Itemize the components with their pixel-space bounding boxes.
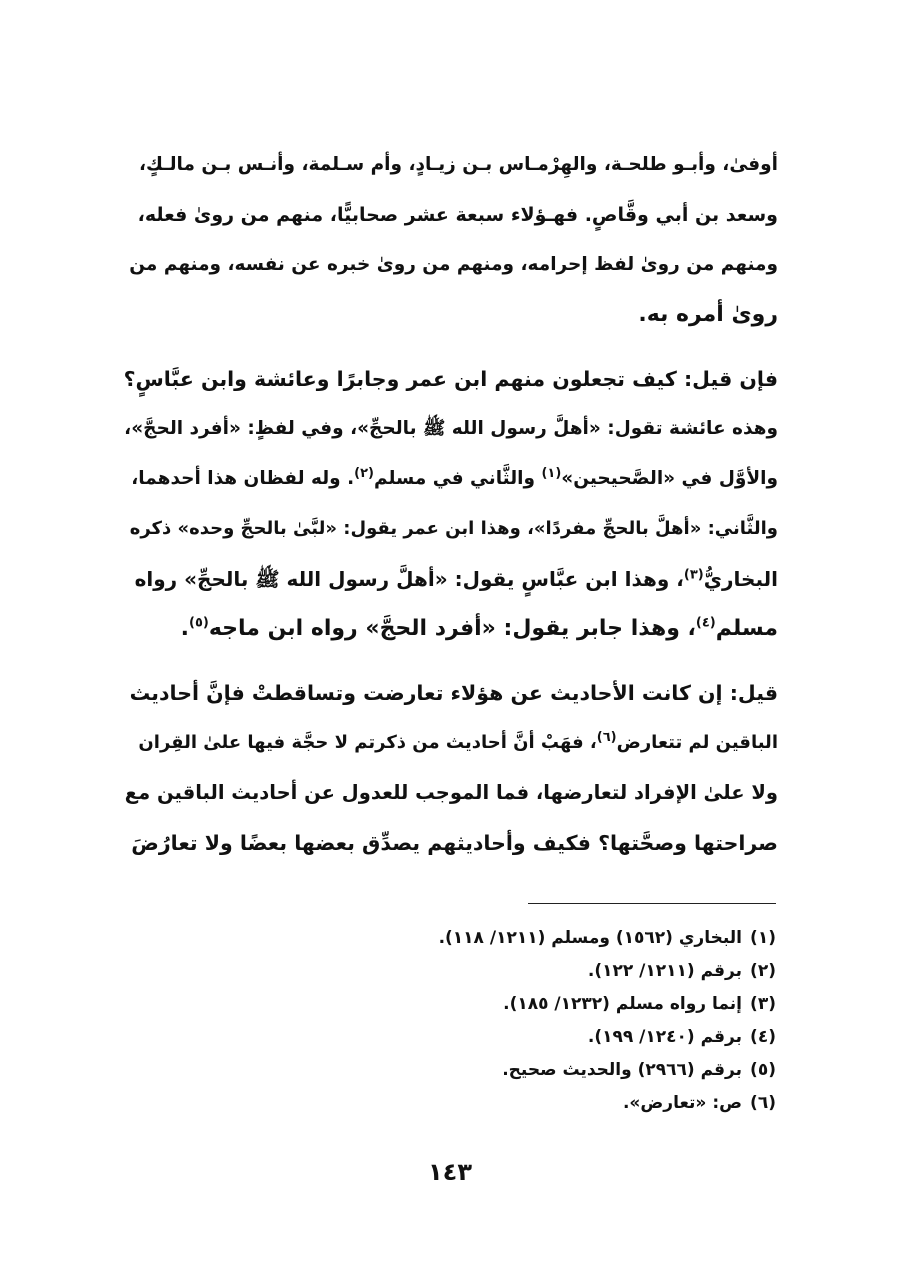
text-line xyxy=(124,290,778,340)
footnote-item xyxy=(124,922,776,955)
text-run: مسلم xyxy=(715,616,778,641)
footnote-reference: (٣) xyxy=(683,567,704,583)
paragraph xyxy=(124,354,778,654)
text-run: أوفىٰ، وأبـو طلحـة، والهِرْمـاس بـن زيـادٍ، وأم سـلمة، وأنـس بـن مالـكٍ، xyxy=(139,154,778,175)
text-line xyxy=(124,554,778,604)
footnote-reference: (٤) xyxy=(695,615,716,631)
text-run: والثَّاني في مسلم xyxy=(373,468,542,489)
footnote-number: (٤) xyxy=(750,1027,776,1047)
footnote-text: برقم (٢٩٦٦) والحديث صحيح. xyxy=(502,1060,742,1080)
footnote-number: (٦) xyxy=(750,1093,776,1113)
text-line xyxy=(124,140,778,190)
text-run: ، وهذا ابن عبَّاسٍ يقول: «أهلَّ رسول الله ﷺ بالحجِّ» رواه xyxy=(134,567,684,591)
text-line xyxy=(124,354,778,404)
text-run: صراحتها وصحَّتها؟ فكيف وأحاديثهم يصدِّق بعضها بعضًا ولا تعارُضَ xyxy=(131,831,778,855)
footnote-text: إنما رواه مسلم (١٢٣٢/ ١٨٥). xyxy=(503,994,742,1014)
text-run: . وله لفظان هذا أحدهما، xyxy=(131,468,355,489)
text-run: وسعد بن أبي وقَّاصٍ. فهـؤلاء سبعة عشر صحابيًّا، منهم من روىٰ فعله، xyxy=(137,204,778,226)
text-run: ومنهم من روىٰ لفظ إحرامه، ومنهم من روىٰ خبره عن نفسه، ومنهم من xyxy=(129,254,778,275)
text-line xyxy=(124,668,778,718)
footnote-item xyxy=(124,1054,776,1087)
paragraph xyxy=(124,140,778,340)
footnote-text: البخاري (١٥٦٢) ومسلم (١٢١١/ ١١٨). xyxy=(438,928,742,948)
footnote-item xyxy=(124,1087,776,1120)
text-line xyxy=(124,604,778,654)
footnote-reference: (٦) xyxy=(596,730,617,745)
text-run: والثَّاني: «أهلَّ بالحجِّ مفردًا»، وهذا ابن عمر يقول: «لبَّىٰ بالحجِّ وحده» ذكره xyxy=(129,518,778,539)
footnote-text: برقم (١٢١١/ ١٢٢). xyxy=(587,961,742,981)
text-run: فإن قيل: كيف تجعلون منهم ابن عمر وجابرًا وعائشة وابن عبَّاسٍ؟ xyxy=(123,367,778,391)
text-run: . xyxy=(180,616,189,641)
footnote-reference: (١) xyxy=(541,465,562,481)
text-run: ، وهذا جابر يقول: «أفرد الحجَّ» رواه ابن ماجه xyxy=(208,616,696,641)
text-run: الباقين لم تتعارض xyxy=(616,732,778,753)
text-run: روىٰ أمره به. xyxy=(638,302,778,327)
footnote-number: (٥) xyxy=(750,1060,776,1080)
page-number: ١٤٣ xyxy=(428,1158,472,1186)
text-line xyxy=(124,404,778,454)
footnote-number: (٣) xyxy=(750,994,776,1014)
text-line xyxy=(124,818,778,868)
text-line xyxy=(124,768,778,818)
footnotes xyxy=(124,922,776,1120)
footnote-text: ص: «تعارض». xyxy=(622,1093,742,1113)
text-run: والأوَّل في «الصَّحيحين» xyxy=(561,468,778,489)
text-run: قيل: إن كانت الأحاديث عن هؤلاء تعارضت وتساقطتْ فإنَّ أحاديث xyxy=(129,681,778,705)
footnote-item xyxy=(124,988,776,1021)
footnote-item xyxy=(124,955,776,988)
footnote-text: برقم (١٢٤٠/ ١٩٩). xyxy=(587,1027,742,1047)
text-line xyxy=(124,504,778,554)
footnote-separator xyxy=(528,903,776,904)
footnote-reference: (٥) xyxy=(189,615,209,631)
text-line xyxy=(124,240,778,290)
paragraph xyxy=(124,668,778,868)
text-run: ، فهَبْ أنَّ أحاديث من ذكرتم لا حجَّة فيها علىٰ القِران xyxy=(138,732,597,753)
text-line xyxy=(124,190,778,240)
text-line xyxy=(124,718,778,768)
text-run: البخاريُّ xyxy=(703,567,778,591)
footnote-number: (٢) xyxy=(750,961,776,981)
footnote-number: (١) xyxy=(750,928,776,948)
footnote-reference: (٢) xyxy=(354,465,374,481)
main-text xyxy=(124,140,778,868)
text-run: وهذه عائشة تقول: «أهلَّ رسول الله ﷺ بالحجِّ»، وفي لفظٍ: «أفرد الحجَّ»، xyxy=(124,418,778,439)
footnote-item xyxy=(124,1021,776,1054)
text-run: ولا علىٰ الإفراد لتعارضها، فما الموجب للعدول عن أحاديث الباقين مع xyxy=(124,781,778,804)
text-line xyxy=(124,454,778,504)
